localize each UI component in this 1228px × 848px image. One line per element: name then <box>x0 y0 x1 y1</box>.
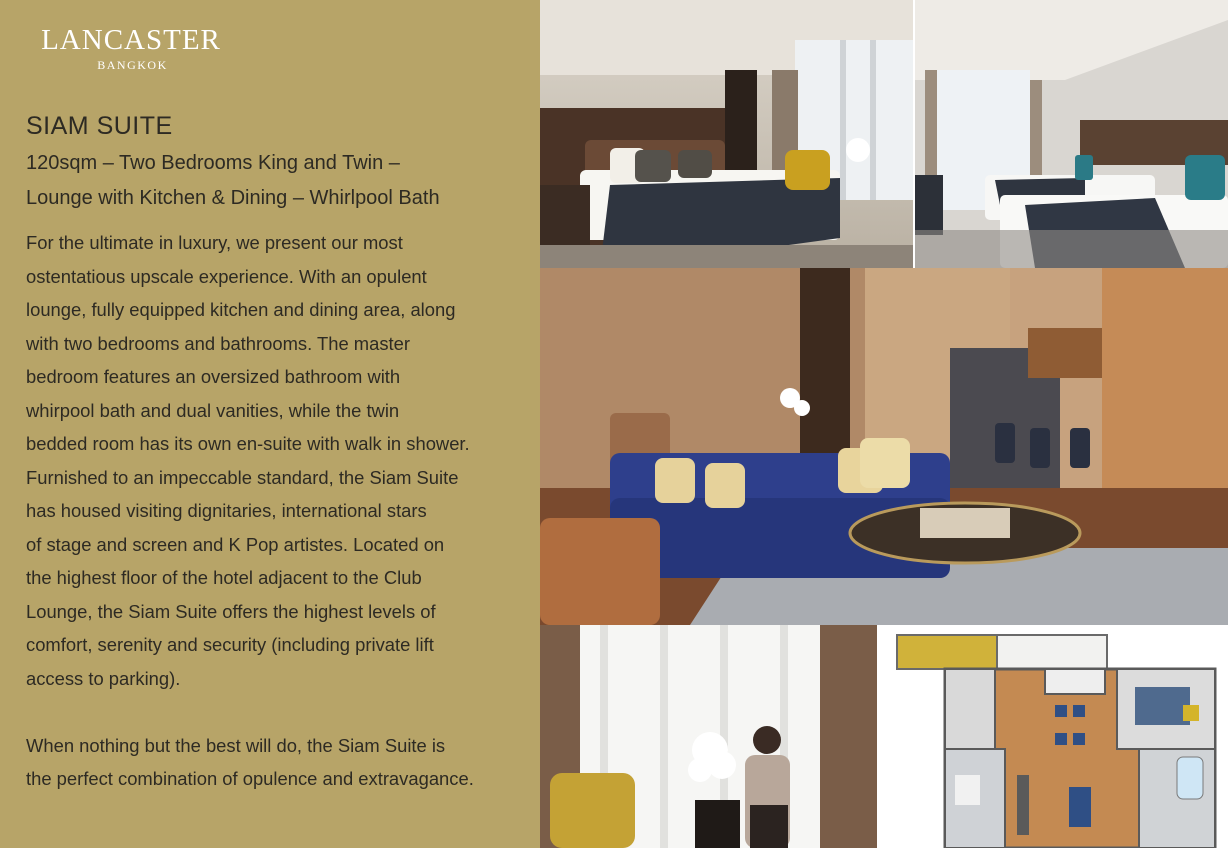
closing-line: the perfect combination of opulence and extravagance. <box>26 768 474 789</box>
brand-city: BANGKOK <box>97 58 168 72</box>
suite-subtitle-line-2: Lounge with Kitchen & Dining – Whirlpool Bath <box>26 187 440 209</box>
lounge-photo <box>540 268 1228 625</box>
master-bedroom-photo <box>540 0 913 268</box>
description-line: For the ultimate in luxury, we present our most <box>26 232 403 253</box>
description-line: of stage and screen and K Pop artistes. Located on <box>26 533 445 555</box>
description-line: lounge, fully equipped kitchen and dining area, along <box>26 299 456 320</box>
description-line: Lounge, the Siam Suite offers the highest levels of <box>26 600 436 622</box>
description-line: has housed visiting dignitaries, international stars <box>26 500 427 521</box>
floor-plan-image <box>877 625 1228 848</box>
description-line: the highest floor of the hotel adjacent to the Club <box>26 567 422 588</box>
suite-window-photo <box>540 625 877 848</box>
description-line: with two bedrooms and bathrooms. The master <box>26 332 411 354</box>
description-line: bedroom features an oversized bathroom with <box>26 366 401 387</box>
description-line: access to parking). <box>26 667 181 689</box>
brand-name: LANCASTER <box>41 24 221 56</box>
description-line: bedded room has its own en-suite with walk in shower. <box>26 433 470 454</box>
suite-subtitle-line-1: 120sqm – Two Bedrooms King and Twin – <box>26 152 400 174</box>
description-line: whirpool bath and dual vanities, while the twin <box>26 399 400 421</box>
closing-line: When nothing but the best will do, the Siam Suite is <box>26 734 446 756</box>
paragraph-gap <box>26 695 531 729</box>
suite-title: SIAM SUITE <box>26 112 173 140</box>
description-panel <box>0 0 540 848</box>
twin-bedroom-photo <box>915 0 1228 268</box>
lancaster-logo <box>26 24 236 73</box>
description-line: Furnished to an impeccable standard, the Siam Suite <box>26 466 459 488</box>
description-line: comfort, serenity and security (including private lift <box>26 634 434 655</box>
suite-description <box>26 226 531 796</box>
description-line: ostentatious upscale experience. With an opulent <box>26 265 427 287</box>
